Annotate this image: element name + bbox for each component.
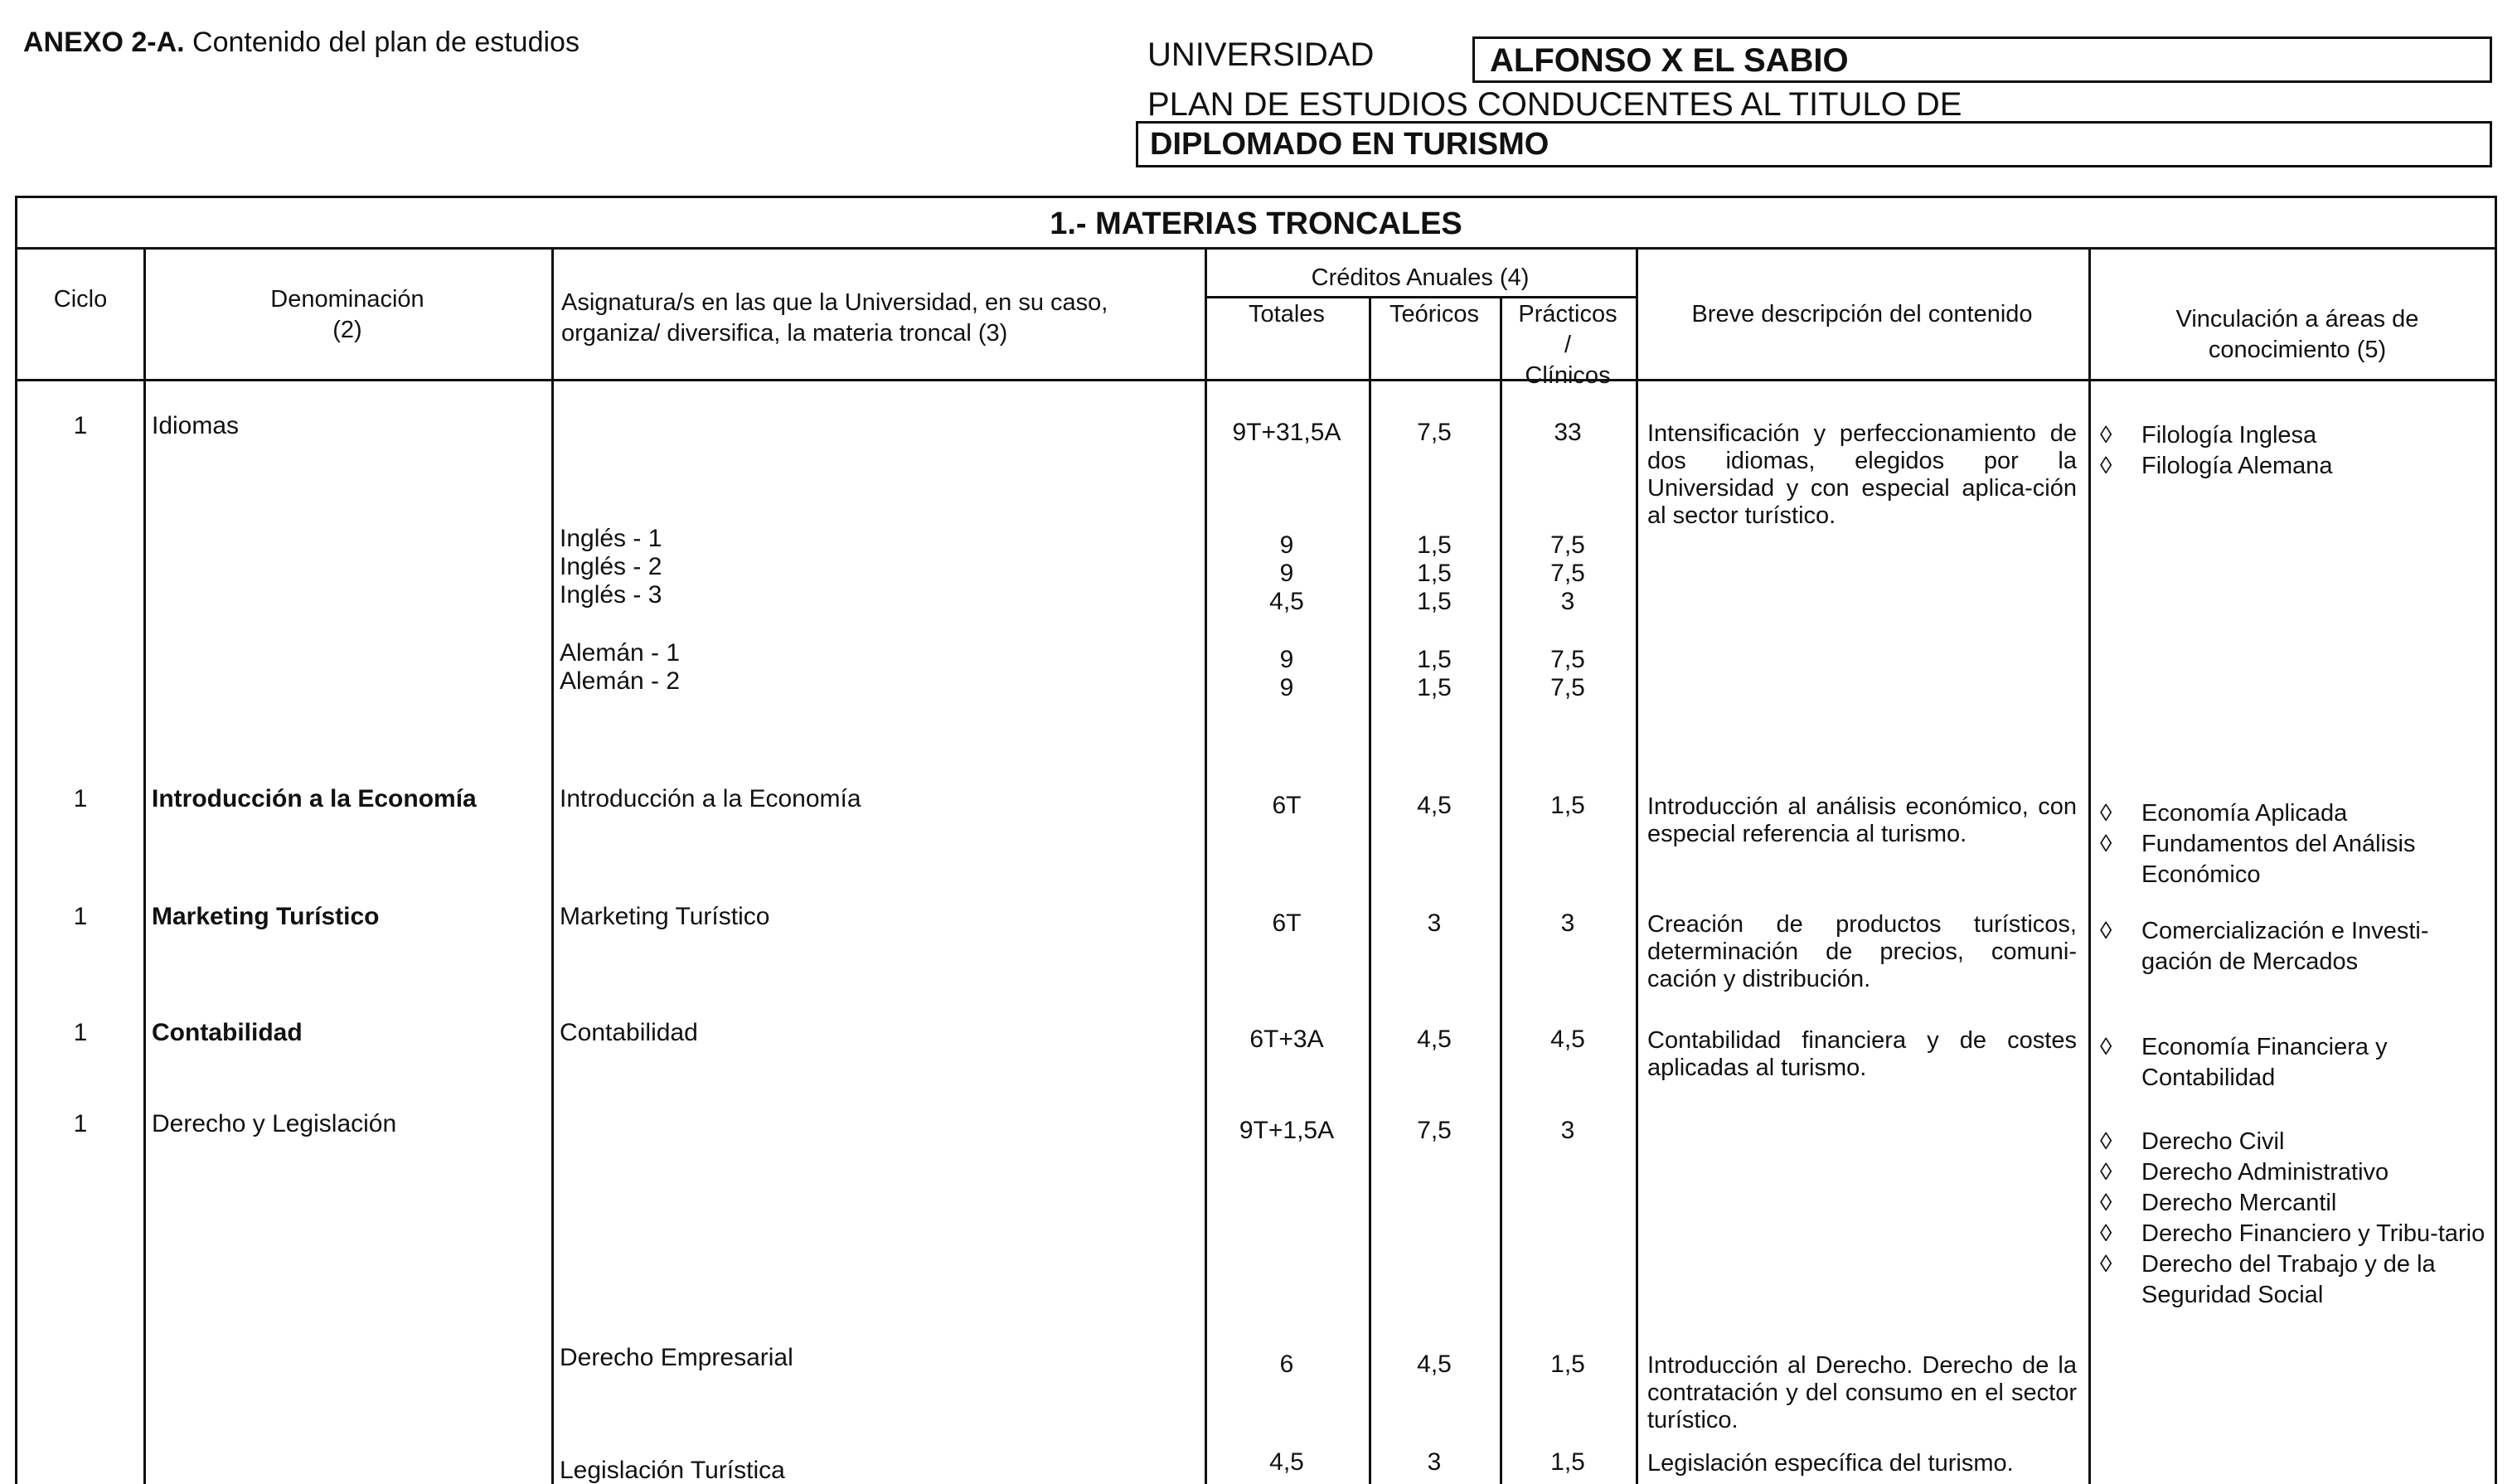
row-descripcion: Creación de productos turísticos, determinación de precios, comuni-cación y distribución. [1647,911,2077,992]
diamond-bullet-icon: ◊ [2100,800,2112,827]
knowledge-area-name: Comercialización e Investi-gación de Mercados [2141,918,2429,975]
row-practicos: 1,5 [1550,792,1585,819]
row-ciclo: 1 [73,903,88,930]
troncales-table [15,196,2497,1484]
header-denominacion-label: Denominación [270,286,424,313]
header-bottom-rule [17,379,2495,381]
subject-practicos: 1,5 [1550,1351,1585,1378]
header-creditos: Créditos Anuales (4) [1311,264,1530,291]
row-practicos: 33 [1554,419,1582,446]
row-descripcion: Contabilidad financiera y de costes aplicadas al turismo. [1647,1027,2077,1081]
row-ciclo: 1 [73,785,88,812]
plan-title: PLAN DE ESTUDIOS CONDUCENTES AL TITULO DE [1147,86,1962,123]
header-vinculacion: Vinculación a áreas de conocimiento (5) [2175,306,2419,363]
subject-practicos: 1,5 [1550,1448,1585,1476]
subject-name: Inglés - 2 [560,553,662,580]
knowledge-area-item [2097,1188,2486,1219]
subject-teoricos: 1,5 [1417,674,1452,701]
diamond-bullet-icon: ◊ [2100,1251,2112,1278]
row-totales: 6T+3A [1249,1026,1324,1053]
subject-practicos: 3 [1560,588,1575,615]
subject-name: Legislación Turística [560,1457,785,1484]
university-name-box: ALFONSO X EL SABIO [1472,36,2492,83]
row-practicos: 4,5 [1550,1026,1585,1053]
row-ciclo: 1 [73,1110,88,1137]
row-descripcion: Introducción al análisis económico, con especial referencia al turismo. [1647,793,2077,847]
subject-teoricos: 4,5 [1417,1351,1452,1378]
header-practicos-label: Prácticos [1518,301,1617,327]
subject-totales: 9 [1279,531,1294,559]
col-divider [1636,250,1638,1484]
subject-teoricos: 3 [1427,1448,1442,1476]
knowledge-area-item [2097,1127,2486,1157]
diamond-bullet-icon: ◊ [2100,918,2112,944]
knowledge-area-item [2097,829,2486,890]
knowledge-area-name: Derecho del Trabajo y de la Seguridad Social [2141,1251,2436,1308]
subject-teoricos: 1,5 [1417,646,1452,673]
row-descripcion: Intensificación y perfeccionamiento de dos idiomas, elegidos por la Universidad y con especial aplica-ción al sector turístico. [1647,420,2077,529]
subject-name: Alemán - 2 [560,667,681,695]
header-practicos-sep: / [1564,332,1572,358]
knowledge-area-name: Derecho Administrativo [2141,1159,2389,1186]
row-denominacion: Idiomas [152,412,240,439]
diamond-bullet-icon: ◊ [2100,1220,2112,1247]
row-totales: 6T [1272,792,1302,819]
knowledge-area-item [2097,798,2486,829]
header-clinicos-label: Clínicos [1525,362,1611,389]
subject-totales: 9 [1279,560,1294,587]
diamond-bullet-icon: ◊ [2100,1128,2112,1155]
row-teoricos: 4,5 [1417,1026,1452,1053]
knowledge-area-name: Derecho Mercantil [2141,1190,2337,1216]
subject-teoricos: 1,5 [1417,588,1452,615]
header-asignaturas: Asignatura/s en las que la Universidad, en su caso, organiza/ diversifica, la materia troncal (3) [561,289,1108,347]
header-teoricos: Teóricos [1389,301,1479,327]
subject-totales: 4,5 [1269,588,1304,615]
knowledge-area-name: Economía Aplicada [2141,800,2348,827]
header-totales: Totales [1249,301,1325,327]
row-ciclo: 1 [73,412,88,439]
row-denominacion: Derecho y Legislación [152,1110,397,1137]
knowledge-area-name: Derecho Financiero y Tribu-tario [2141,1220,2485,1247]
row-asignatura: Contabilidad [560,1019,698,1046]
annex-prefix: ANEXO 2-A. [23,27,185,58]
col-divider [143,250,146,1484]
row-denominacion: Marketing Turístico [152,903,380,930]
diamond-bullet-icon: ◊ [2100,422,2112,449]
knowledge-area-list [2097,420,2486,482]
row-practicos: 3 [1560,909,1575,937]
row-denominacion: Contabilidad [152,1019,303,1046]
subject-teoricos: 1,5 [1417,531,1452,559]
row-teoricos: 4,5 [1417,792,1452,819]
university-label: UNIVERSIDAD [1147,36,1375,73]
knowledge-area-list [2097,916,2486,977]
subject-totales: 6 [1279,1351,1294,1378]
knowledge-area-item [2097,420,2486,451]
header-ciclo: Ciclo [53,286,108,313]
diamond-bullet-icon: ◊ [2100,453,2112,479]
diamond-bullet-icon: ◊ [2100,831,2112,857]
row-asignatura: Introducción a la Economía [560,785,861,812]
subject-name: Derecho Empresarial [560,1344,793,1371]
knowledge-area-name: Filología Inglesa [2141,422,2317,449]
subject-descripcion: Introducción al Derecho. Derecho de la contratación y del consumo en el sector turístico. [1647,1352,2077,1433]
row-teoricos: 7,5 [1417,419,1452,446]
credits-divider [1205,296,1636,298]
diamond-bullet-icon: ◊ [2100,1159,2112,1186]
row-asignatura: Marketing Turístico [560,903,770,930]
knowledge-area-item [2097,1032,2486,1094]
annex-heading [23,27,580,59]
subject-practicos: 7,5 [1550,674,1585,701]
subject-totales: 4,5 [1269,1448,1304,1476]
subject-teoricos: 1,5 [1417,560,1452,587]
row-totales: 9T+1,5A [1239,1117,1335,1144]
header-practicos [1500,299,1636,391]
knowledge-area-list [2097,1127,2486,1311]
annex-title: Contenido del plan de estudios [192,27,580,58]
diamond-bullet-icon: ◊ [2100,1190,2112,1216]
knowledge-area-item [2097,1249,2486,1311]
subject-totales: 9 [1279,646,1294,673]
row-teoricos: 3 [1427,909,1442,937]
row-teoricos: 7,5 [1417,1117,1452,1144]
row-totales: 9T+31,5A [1232,419,1341,446]
knowledge-area-item [2097,916,2486,977]
col-divider [551,250,554,1484]
subject-totales: 9 [1279,674,1294,701]
col-divider [1369,298,1371,1484]
knowledge-area-list [2097,1032,2486,1094]
knowledge-area-name: Derecho Civil [2141,1128,2285,1155]
knowledge-area-item [2097,1219,2486,1249]
subject-name: Alemán - 1 [560,639,681,667]
subject-name: Inglés - 1 [560,525,662,552]
subject-descripcion: Legislación específica del turismo. [1647,1450,2014,1477]
row-totales: 6T [1272,909,1302,937]
knowledge-area-name: Filología Alemana [2141,453,2333,479]
subject-name: Inglés - 3 [560,581,662,609]
section-title: 1.- MATERIAS TRONCALES [17,198,2495,250]
header-denominacion-note: (2) [332,317,362,343]
col-divider [1500,298,1502,1484]
knowledge-area-list [2097,798,2486,890]
header-denominacion [143,284,551,346]
row-ciclo: 1 [73,1019,88,1046]
row-denominacion: Introducción a la Economía [152,785,477,812]
col-divider [2088,250,2091,1484]
row-practicos: 3 [1560,1117,1575,1144]
knowledge-area-item [2097,1157,2486,1188]
subject-practicos: 7,5 [1550,531,1585,559]
header-descripcion: Breve descripción del contenido [1691,301,2033,327]
diamond-bullet-icon: ◊ [2100,1034,2112,1060]
knowledge-area-name: Fundamentos del Análisis Económico [2141,831,2416,888]
knowledge-area-name: Economía Financiera y Contabilidad [2141,1034,2388,1091]
knowledge-area-item [2097,451,2486,482]
subject-practicos: 7,5 [1550,646,1585,673]
degree-name-box: DIPLOMADO EN TURISMO [1136,121,2492,167]
subject-practicos: 7,5 [1550,560,1585,587]
